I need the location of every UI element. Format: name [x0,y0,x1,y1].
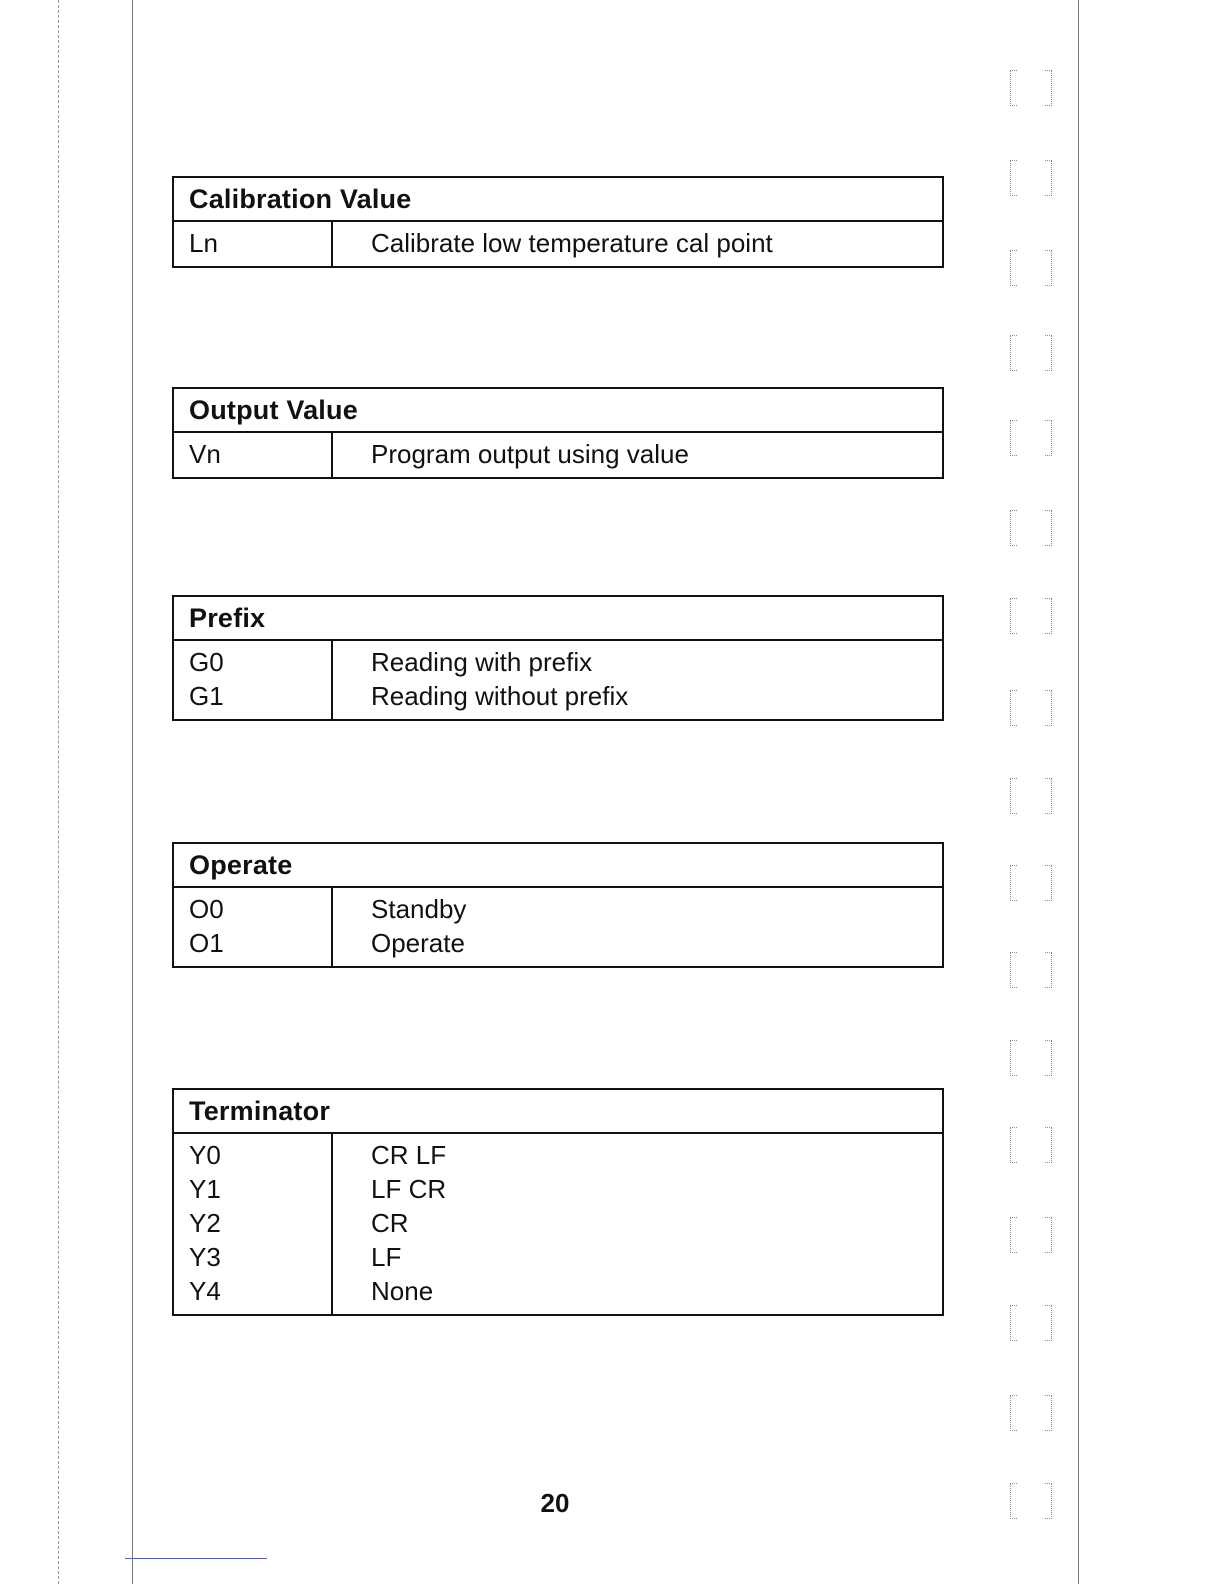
table-title: Calibration Value [174,178,942,222]
command-description: Program output using value [371,439,689,469]
binder-hole-mark [1010,1040,1052,1076]
scan-edge-right [1078,0,1079,1584]
binder-hole-mark [1010,420,1052,456]
command-code: Y1 [189,1174,221,1204]
table-title: Operate [174,844,942,888]
prefix-table [172,595,944,721]
command-description: Calibrate low temperature cal point [371,228,773,258]
command-code: Y3 [189,1242,221,1272]
binder-hole-mark [1010,70,1052,106]
command-code: Y0 [189,1140,221,1170]
binder-hole-mark [1010,335,1052,371]
table-title: Terminator [174,1090,942,1134]
terminator-table [172,1088,944,1316]
binder-hole-mark [1010,690,1052,726]
table-title: Prefix [174,597,942,641]
command-code: Y4 [189,1276,221,1306]
command-description: CR [371,1208,409,1238]
binder-hole-mark [1010,250,1052,286]
binder-hole-mark [1010,1305,1052,1341]
command-code: Ln [189,228,218,258]
binder-hole-mark [1010,598,1052,634]
binder-hole-mark [1010,865,1052,901]
command-code: Y2 [189,1208,221,1238]
scan-edge-left [58,0,59,1584]
command-code: G1 [189,681,224,711]
binder-hole-mark [1010,160,1052,196]
binder-hole-mark [1010,1217,1052,1253]
command-description: Reading without prefix [371,681,629,711]
scan-edge-inner-left [132,0,133,1584]
command-code: Vn [189,439,221,469]
calibration-value-table [172,176,944,268]
command-description: LF [371,1242,402,1272]
command-code: O1 [189,928,224,958]
command-code: G0 [189,647,224,677]
operate-table [172,842,944,968]
command-description: Operate [371,928,465,958]
command-description: Reading with prefix [371,647,593,677]
binder-hole-mark [1010,952,1052,988]
binder-hole-mark [1010,1483,1052,1519]
command-description: None [371,1276,434,1306]
footer-rule [125,1558,267,1559]
command-description: CR LF [371,1140,447,1170]
binder-hole-mark [1010,1395,1052,1431]
binder-hole-mark [1010,778,1052,814]
command-code: O0 [189,894,224,924]
table-title: Output Value [174,389,942,433]
command-description: Standby [371,894,467,924]
binder-hole-mark [1010,510,1052,546]
command-description: LF CR [371,1174,447,1204]
page-number: 20 [540,1488,570,1518]
output-value-table [172,387,944,479]
binder-hole-mark [1010,1127,1052,1163]
